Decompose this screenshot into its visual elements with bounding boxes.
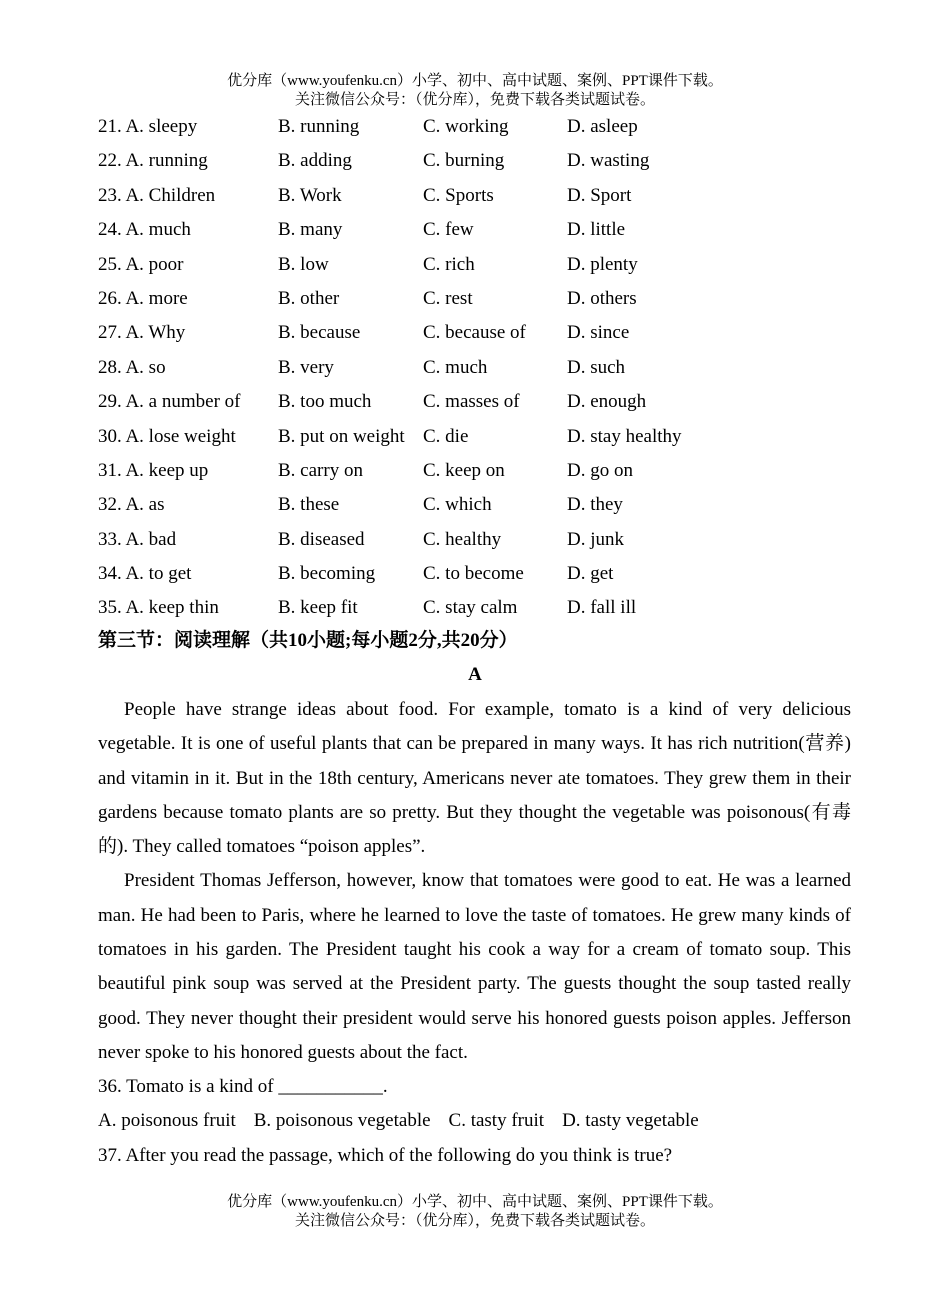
option-a: 23. A. Children [98, 184, 216, 206]
option-a: 26. A. more [98, 287, 188, 309]
option-c: C. to become [423, 563, 524, 585]
option-b: B. put on weight [278, 425, 405, 447]
option-d: D. fall ill [567, 597, 637, 619]
option-b: B. diseased [278, 528, 365, 550]
option-a: 30. A. lose weight [98, 425, 236, 447]
option-b: B. keep fit [278, 597, 358, 619]
option-d: D. others [567, 287, 637, 309]
option-b: B. too much [278, 391, 372, 413]
option-a: 34. A. to get [98, 563, 192, 585]
option-c: C. masses of [423, 391, 520, 413]
choice-c: C. tasty fruit [448, 1110, 545, 1132]
option-b: B. many [278, 219, 343, 241]
option-c: C. die [423, 425, 469, 447]
header-line-2: 关注微信公众号：（优分库），免费下载各类试题试卷。 [294, 92, 655, 108]
option-b: B. because [278, 322, 361, 344]
option-c: C. burning [423, 150, 505, 172]
option-d: D. junk [567, 528, 624, 550]
choice-b: B. poisonous vegetable [253, 1110, 431, 1132]
option-d: D. asleep [567, 116, 638, 137]
question-36-choices [98, 1104, 858, 1138]
reading-passage [98, 693, 851, 1070]
option-d: D. such [567, 356, 626, 378]
header-line-1: 优分库（www.youfenku.cn）小学、初中、高中试题、案例、PPT课件下载。 [227, 73, 723, 89]
option-d: D. go on [567, 459, 633, 481]
option-a: 29. A. a number of [98, 391, 241, 413]
option-d: D. since [567, 322, 630, 344]
option-d: D. wasting [567, 150, 650, 172]
option-b: B. Work [278, 184, 342, 206]
option-a: 25. A. poor [98, 253, 184, 275]
option-a: 24. A. much [98, 219, 191, 241]
option-a: 22. A. running [98, 150, 208, 172]
option-a: 35. A. keep thin [98, 597, 219, 619]
option-d: D. Sport [567, 184, 632, 206]
option-c: C. which [423, 494, 492, 516]
page-header [0, 72, 950, 110]
footer-line-2: 关注微信公众号：（优分库），免费下载各类试题试卷。 [294, 1213, 655, 1229]
option-b: B. very [278, 356, 334, 378]
option-d: D. they [567, 494, 623, 516]
passage-paragraph-2: President Thomas Jefferson, however, know that tomatoes were good to eat. He was a learned man. He had been to Paris, where he learned to love the taste of tomatoes. He grew many kinds of tomatoes in his garden. The President taught his cook a way for a cream of tomato soup. This beautiful pink soup was served at the President party. The guests thought the soup tasted really good. They never thought their president would serve his honored guests poison apples. Jefferson never spoke to his honored guests about the fact. [98, 870, 851, 1063]
question-37: 37. After you read the passage, which of the following do you think is true? [98, 1144, 673, 1166]
option-a: 32. A. as [98, 494, 165, 516]
option-a: 33. A. bad [98, 528, 177, 550]
option-b: B. becoming [278, 563, 376, 585]
option-d: D. get [567, 563, 614, 585]
option-a: 28. A. so [98, 356, 166, 378]
option-a: 21. A. sleepy [98, 116, 198, 137]
option-c: C. rich [423, 253, 475, 275]
option-a: 31. A. keep up [98, 459, 209, 481]
option-c: C. much [423, 356, 488, 378]
passage-letter: A [468, 664, 482, 685]
option-c: C. rest [423, 287, 473, 309]
option-d: D. enough [567, 391, 647, 413]
section-heading: 第三节：阅读理解（共10小题;每小题2分,共20分） [98, 630, 518, 651]
option-c: C. healthy [423, 528, 502, 550]
option-c: C. few [423, 219, 474, 241]
option-d: D. stay healthy [567, 425, 682, 447]
option-c: C. Sports [423, 184, 494, 206]
option-b: B. these [278, 494, 340, 516]
option-d: D. little [567, 219, 626, 241]
option-a: 27. A. Why [98, 322, 186, 344]
option-b: B. other [278, 287, 340, 309]
choice-a: A. poisonous fruit [98, 1110, 236, 1132]
footer-line-1: 优分库（www.youfenku.cn）小学、初中、高中试题、案例、PPT课件下载。 [227, 1194, 723, 1210]
passage-paragraph-1: People have strange ideas about food. For example, tomato is a kind of very delicious vegetable. It is one of useful plants that can be prepared in many ways. It has rich nutrition(营养) and vitamin in it. But in the 18th century, Americans never ate tomatoes. They grew them in their gardens because tomato plants are so pretty. But they thought the vegetable was poisonous(有毒的). They called tomatoes “poison apples”. [98, 699, 851, 858]
option-c: C. working [423, 116, 509, 137]
option-d: D. plenty [567, 253, 638, 275]
option-b: B. carry on [278, 459, 363, 481]
option-b: B. running [278, 116, 360, 137]
option-b: B. adding [278, 150, 352, 172]
page-footer [0, 1193, 950, 1231]
option-c: C. because of [423, 322, 526, 344]
question-block [98, 1070, 858, 1173]
option-b: B. low [278, 253, 329, 275]
option-c: C. keep on [423, 459, 505, 481]
option-c: C. stay calm [423, 597, 518, 619]
question-36: 36. Tomato is a kind of ___________. [98, 1076, 388, 1097]
choice-d: D. tasty vegetable [562, 1110, 699, 1132]
